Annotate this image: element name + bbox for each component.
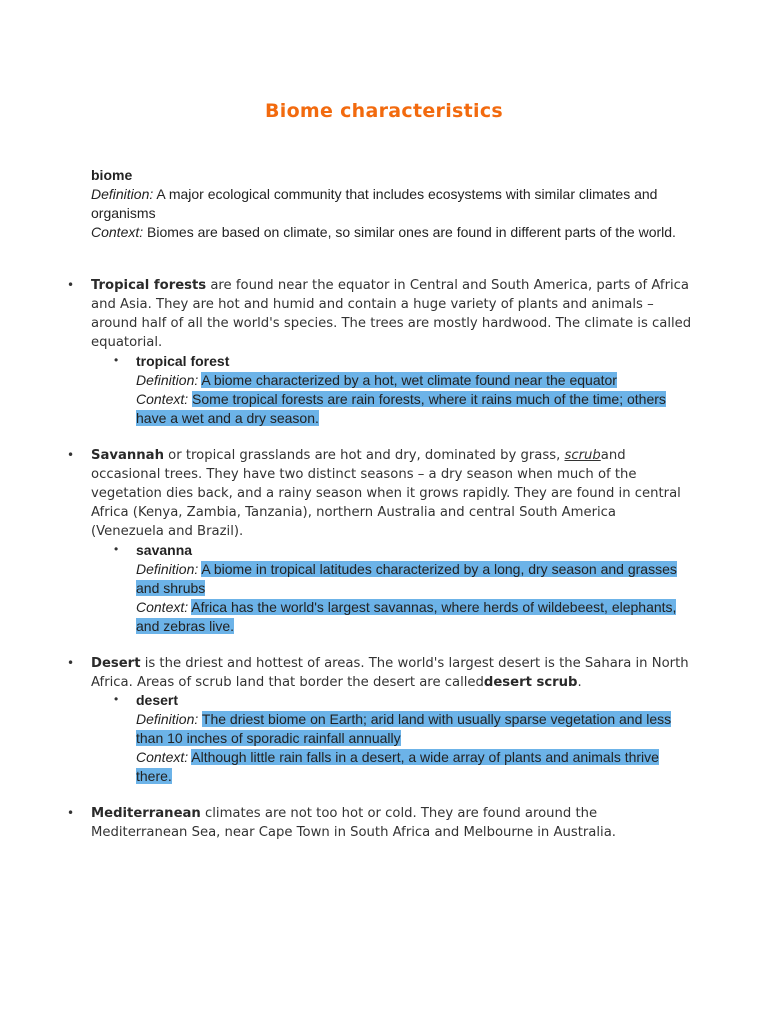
glossary-definition <box>91 185 691 223</box>
paragraph <box>91 446 692 541</box>
scrub-link[interactable]: scrub <box>564 448 601 463</box>
section-text: is the driest and hottest of areas. The world's largest desert is the Sahara in North Africa. Areas of scrub land that border the desert are called <box>91 656 689 690</box>
paragraph <box>91 654 692 692</box>
definition-label: Definition: <box>136 711 199 727</box>
bullet-icon: • <box>67 656 75 670</box>
context-label: Context: <box>136 391 189 407</box>
intro-glossary <box>91 166 691 242</box>
bullet-icon: • <box>67 278 75 292</box>
section-text: are found near the equator in Central and South America, parts of Africa and Asia. They are hot and humid and contain a huge variety of plants and animals – around half of all the world's species. The trees are mostly hardwood. The climate is called equatorial. <box>91 278 692 350</box>
section-heading: Savannah <box>91 448 164 463</box>
page-title: Biome characteristics <box>264 100 504 122</box>
glossary-definition <box>136 371 696 390</box>
context-text: Africa has the world's largest savannas, where herds of wildebeest, elephants, and zebras live. <box>136 599 677 634</box>
definition-label: Definition: <box>91 186 154 202</box>
list-item-desert <box>67 654 692 692</box>
definition-label: Definition: <box>136 561 199 577</box>
bullet-icon: • <box>67 806 75 820</box>
glossary-definition <box>136 710 696 748</box>
glossary-definition <box>136 560 696 598</box>
context-text: Some tropical forests are rain forests, where it rains much of the time; others have a wet and a dry season. <box>136 391 666 426</box>
section-heading: Tropical forests <box>91 278 207 293</box>
glossary-context <box>136 598 696 636</box>
context-label: Context: <box>91 224 144 240</box>
list-item-tropical-forests <box>67 276 692 352</box>
glossary-context <box>136 390 696 428</box>
section-text: climates are not too hot or cold. They are found around the Mediterranean Sea, near Cape Town in South Africa and Melbourne in Australia. <box>91 806 616 840</box>
context-label: Context: <box>136 599 189 615</box>
bullet-icon: • <box>114 542 119 556</box>
section-heading: Desert <box>91 656 141 671</box>
context-label: Context: <box>136 749 189 765</box>
section-heading: Mediterranean <box>91 806 201 821</box>
glossary-desert <box>136 691 696 786</box>
bullet-icon: • <box>114 353 119 367</box>
glossary-context <box>91 223 691 242</box>
glossary-savanna <box>136 541 696 636</box>
section-text: and occasional trees. They have two distinct seasons – a dry season when much of the vegetation dies back, and a rainy season when it grows rapidly. They are found in central Africa (Kenya, Zambia, Tanzania), northern Australia and central South America (Venezuela and Brazil). <box>91 448 681 539</box>
section-text: . <box>577 675 582 690</box>
glossary-context <box>136 748 696 786</box>
section-text: or tropical grasslands are hot and dry, dominated by grass, <box>163 448 565 463</box>
definition-label: Definition: <box>136 372 199 388</box>
desert-scrub-term: desert scrub <box>483 675 578 690</box>
bullet-icon: • <box>114 692 119 706</box>
glossary-tropical-forest <box>136 352 696 428</box>
glossary-term: tropical forest <box>136 353 230 369</box>
definition-text: The driest biome on Earth; arid land with usually sparse vegetation and less than 10 inches of sporadic rainfall annually <box>136 711 672 746</box>
definition-text: A major ecological community that includes ecosystems with similar climates and organisms <box>91 186 658 221</box>
context-text: Although little rain falls in a desert, a wide array of plants and animals thrive there. <box>136 749 659 784</box>
context-text: Biomes are based on climate, so similar ones are found in different parts of the world. <box>143 224 676 240</box>
bullet-icon: • <box>67 448 75 462</box>
paragraph <box>91 276 692 352</box>
glossary-term: desert <box>136 692 179 708</box>
list-item-savannah <box>67 446 692 541</box>
paragraph <box>91 804 692 842</box>
definition-text: A biome characterized by a hot, wet climate found near the equator <box>201 372 617 388</box>
definition-text: A biome in tropical latitudes characterized by a long, dry season and grasses and shrubs <box>136 561 677 596</box>
list-item-mediterranean <box>67 804 692 842</box>
glossary-term: savanna <box>136 542 193 558</box>
glossary-term: biome <box>91 167 133 183</box>
